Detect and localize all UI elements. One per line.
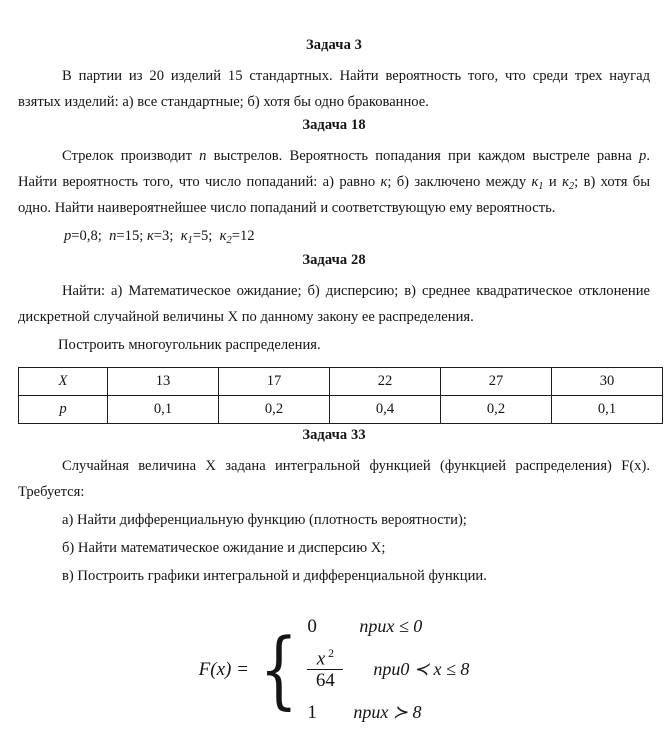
table-cell-x-1: 17 <box>219 367 330 395</box>
task18-var-n: n <box>199 147 207 164</box>
formula-cases <box>307 608 469 732</box>
task-heading-33: Задача 33 <box>302 426 366 443</box>
distribution-table <box>18 367 663 424</box>
task-heading-28: Задача 28 <box>302 252 366 269</box>
param-k1-name: к <box>180 228 188 245</box>
task-body-18 <box>18 144 650 225</box>
param-k-value: =3; <box>153 228 174 245</box>
piecewise-formula <box>199 608 470 732</box>
formula-case-1-value: 0 <box>307 615 317 637</box>
task18-parameters <box>18 224 650 253</box>
task18-var-k1: к <box>531 173 539 190</box>
task33-item-b: б) Найти математическое ожидание и дисперсию X; <box>62 539 386 556</box>
task-body-33: Случайная величина X задана интегральной функцией (функцией распределения) F(x). Требуется: <box>18 457 650 500</box>
task-body-28: Найти: а) Математическое ожидание; б) дисперсию; в) среднее квадратическое отклонение дискретной случайной величины X по данному закону ее распределения. <box>18 282 650 325</box>
param-k2-name: к <box>219 228 227 245</box>
table-cell-p-2: 0,4 <box>330 395 441 423</box>
left-brace-icon: { <box>259 620 298 719</box>
formula-case-3-condition: приx ≻ 8 <box>353 702 422 723</box>
table-row-label-x: X <box>19 367 108 395</box>
fraction-denominator: 64 <box>315 669 335 691</box>
fraction-numerator <box>311 648 340 669</box>
formula-case-2-value <box>307 648 343 692</box>
formula-block <box>18 608 650 732</box>
task18-var-k: к <box>380 173 388 190</box>
param-k-name: к <box>146 228 154 245</box>
table-cell-p-0: 0,1 <box>108 395 219 423</box>
table-cell-p-1: 0,2 <box>219 395 330 423</box>
param-k1-value: =5; <box>192 228 213 245</box>
task33-item-a: а) Найти дифференциальную функцию (плотность вероятности); <box>62 511 467 528</box>
param-n-name: n <box>109 228 117 245</box>
formula-case-2-condition: при0 ≺ x ≤ 8 <box>373 659 470 680</box>
table-cell-p-4: 0,1 <box>552 395 663 423</box>
fraction-numerator-base: x <box>316 647 326 669</box>
table-cell-x-0: 13 <box>108 367 219 395</box>
task-heading-3: Задача 3 <box>305 37 362 53</box>
formula-label: F(x) = <box>198 658 249 680</box>
formula-case-3-value: 1 <box>307 701 317 723</box>
table-cell-x-4: 30 <box>552 367 663 395</box>
task18-var-k1-subscript: 1 <box>538 180 544 192</box>
task18-text-6: ; в) хотя бы одно. Найти наивероятнейшее число попаданий и соответствующую ему вероятность. <box>18 173 650 217</box>
table-row-x <box>19 367 663 395</box>
param-k2-value: =12 <box>231 228 255 245</box>
task18-var-k2: к <box>562 173 569 190</box>
task18-var-k2-subscript: 2 <box>568 180 575 192</box>
table-cell-x-3: 27 <box>441 367 552 395</box>
param-k2-subscript: 2 <box>226 235 232 247</box>
task-body-28-second: Построить многоугольник распределения. <box>58 336 321 353</box>
table-row-p <box>19 395 663 423</box>
fraction-numerator-exponent: 2 <box>328 646 335 660</box>
task18-text-4: ; б) заключено между <box>387 173 532 190</box>
table-cell-x-2: 22 <box>330 367 441 395</box>
param-k1-subscript: 1 <box>187 235 193 247</box>
formula-case-3 <box>307 694 469 732</box>
task-body-3: В партии из 20 изделий 15 стандартных. Найти вероятность того, что среди трех наугад взятых изделий: а) все стандартные; б) хотя бы одно бракованное. <box>18 67 650 110</box>
param-n-value: =15; <box>116 228 144 245</box>
task-heading-18: Задача 18 <box>302 116 366 133</box>
table-cell-p-3: 0,2 <box>441 395 552 423</box>
task18-text-2: выстрелов. Вероятность попадания при каждом выстреле равна <box>206 147 640 164</box>
formula-case-2 <box>307 646 469 694</box>
param-p-name: p <box>64 228 72 245</box>
formula-case-1-condition: приx ≤ 0 <box>359 616 423 637</box>
param-p-value: =0,8; <box>71 228 102 245</box>
task18-text-5: и <box>543 173 563 190</box>
task33-item-v: в) Построить графики интегральной и дифференциальной функции. <box>62 567 487 584</box>
formula-case-1 <box>307 608 469 646</box>
fraction-x-squared-over-64 <box>307 648 343 692</box>
table-row-label-p: p <box>19 395 108 423</box>
task18-text-1: Стрелок производит <box>62 147 200 164</box>
task18-var-p: p <box>639 147 647 164</box>
task18-text-3: . Найти вероятность того, что число попаданий: а) равно <box>18 147 650 190</box>
